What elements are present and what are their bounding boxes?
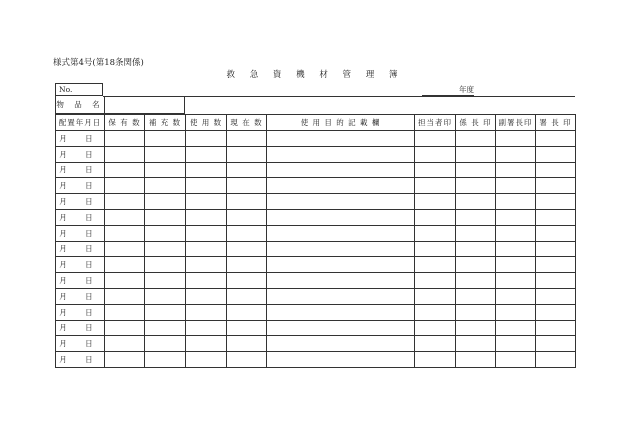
cell-current[interactable] <box>227 225 267 241</box>
cell-staff-seal[interactable] <box>415 131 456 147</box>
cell-usage-purpose[interactable] <box>267 194 415 210</box>
cell-current[interactable] <box>227 162 267 178</box>
cell-used[interactable] <box>186 146 227 162</box>
cell-deputy-seal[interactable] <box>496 225 536 241</box>
cell-usage-purpose[interactable] <box>267 336 415 352</box>
cell-deputy-seal[interactable] <box>496 162 536 178</box>
cell-deputy-seal[interactable] <box>496 320 536 336</box>
cell-holdings[interactable] <box>105 257 145 273</box>
cell-chief-seal[interactable] <box>456 225 496 241</box>
cell-replenished[interactable] <box>145 273 186 289</box>
cell-staff-seal[interactable] <box>415 146 456 162</box>
cell-replenished[interactable] <box>145 131 186 147</box>
table-row <box>56 336 576 352</box>
cell-current[interactable] <box>227 304 267 320</box>
cell-director-seal[interactable] <box>536 146 576 162</box>
table-row <box>56 194 576 210</box>
cell-director-seal[interactable] <box>536 257 576 273</box>
cell-used[interactable] <box>186 336 227 352</box>
table-row <box>56 304 576 320</box>
cell-usage-purpose[interactable] <box>267 304 415 320</box>
cell-chief-seal[interactable] <box>456 273 496 289</box>
cell-deputy-seal[interactable] <box>496 352 536 368</box>
cell-chief-seal[interactable] <box>456 162 496 178</box>
cell-deputy-seal[interactable] <box>496 146 536 162</box>
cell-replenished[interactable] <box>145 209 186 225</box>
table-row <box>56 131 576 147</box>
cell-chief-seal[interactable] <box>456 320 496 336</box>
cell-holdings[interactable] <box>105 178 145 194</box>
cell-used[interactable] <box>186 194 227 210</box>
col-header-director-seal: 署 長 印 <box>536 115 576 131</box>
no-field[interactable] <box>55 83 103 96</box>
cell-current[interactable] <box>227 352 267 368</box>
col-header-usage-purpose: 使 用 目 的 記 載 欄 <box>267 115 415 131</box>
table-row <box>56 288 576 304</box>
col-header-replenished: 補 充 数 <box>145 115 186 131</box>
cell-director-seal[interactable] <box>536 131 576 147</box>
cell-usage-purpose[interactable] <box>267 225 415 241</box>
cell-holdings[interactable] <box>105 225 145 241</box>
cell-usage-purpose[interactable] <box>267 288 415 304</box>
cell-staff-seal[interactable] <box>415 194 456 210</box>
cell-holdings[interactable] <box>105 146 145 162</box>
cell-placement-date[interactable]: 月 日 <box>56 194 105 210</box>
cell-staff-seal[interactable] <box>415 209 456 225</box>
cell-chief-seal[interactable] <box>456 257 496 273</box>
cell-director-seal[interactable] <box>536 304 576 320</box>
cell-usage-purpose[interactable] <box>267 257 415 273</box>
cell-placement-date[interactable]: 月 日 <box>56 288 105 304</box>
cell-director-seal[interactable] <box>536 336 576 352</box>
cell-director-seal[interactable] <box>536 225 576 241</box>
table-row <box>56 352 576 368</box>
cell-used[interactable] <box>186 352 227 368</box>
table-row <box>56 178 576 194</box>
col-header-chief-seal: 係 長 印 <box>456 115 496 131</box>
cell-placement-date[interactable]: 月 日 <box>56 178 105 194</box>
cell-placement-date[interactable]: 月 日 <box>56 304 105 320</box>
cell-current[interactable] <box>227 320 267 336</box>
cell-placement-date[interactable]: 月 日 <box>56 209 105 225</box>
cell-replenished[interactable] <box>145 225 186 241</box>
table-row <box>56 209 576 225</box>
cell-usage-purpose[interactable] <box>267 146 415 162</box>
cell-chief-seal[interactable] <box>456 209 496 225</box>
cell-current[interactable] <box>227 273 267 289</box>
cell-director-seal[interactable] <box>536 288 576 304</box>
col-header-staff-seal: 担当者印 <box>415 115 456 131</box>
cell-current[interactable] <box>227 241 267 257</box>
cell-placement-date[interactable]: 月 日 <box>56 162 105 178</box>
cell-deputy-seal[interactable] <box>496 257 536 273</box>
cell-placement-date[interactable]: 月 日 <box>56 352 105 368</box>
cell-used[interactable] <box>186 209 227 225</box>
cell-staff-seal[interactable] <box>415 162 456 178</box>
cell-director-seal[interactable] <box>536 320 576 336</box>
cell-current[interactable] <box>227 131 267 147</box>
cell-used[interactable] <box>186 273 227 289</box>
cell-chief-seal[interactable] <box>456 194 496 210</box>
cell-used[interactable] <box>186 178 227 194</box>
cell-staff-seal[interactable] <box>415 257 456 273</box>
cell-deputy-seal[interactable] <box>496 209 536 225</box>
table-row <box>56 146 576 162</box>
cell-usage-purpose[interactable] <box>267 352 415 368</box>
item-name-label: 物 品 名 <box>56 96 105 113</box>
cell-holdings[interactable] <box>105 131 145 147</box>
cell-staff-seal[interactable] <box>415 352 456 368</box>
cell-chief-seal[interactable] <box>456 304 496 320</box>
cell-deputy-seal[interactable] <box>496 178 536 194</box>
table-row <box>56 320 576 336</box>
cell-deputy-seal[interactable] <box>496 131 536 147</box>
cell-staff-seal[interactable] <box>415 320 456 336</box>
cell-director-seal[interactable] <box>536 178 576 194</box>
col-header-used: 使 用 数 <box>186 115 227 131</box>
cell-director-seal[interactable] <box>536 241 576 257</box>
cell-deputy-seal[interactable] <box>496 241 536 257</box>
cell-staff-seal[interactable] <box>415 273 456 289</box>
cell-holdings[interactable] <box>105 320 145 336</box>
cell-replenished[interactable] <box>145 304 186 320</box>
cell-chief-seal[interactable] <box>456 178 496 194</box>
cell-used[interactable] <box>186 241 227 257</box>
cell-current[interactable] <box>227 257 267 273</box>
cell-holdings[interactable] <box>105 209 145 225</box>
cell-used[interactable] <box>186 131 227 147</box>
cell-staff-seal[interactable] <box>415 241 456 257</box>
cell-used[interactable] <box>186 320 227 336</box>
table-row <box>56 162 576 178</box>
cell-chief-seal[interactable] <box>456 288 496 304</box>
cell-holdings[interactable] <box>105 336 145 352</box>
cell-staff-seal[interactable] <box>415 336 456 352</box>
cell-placement-date[interactable]: 月 日 <box>56 320 105 336</box>
cell-usage-purpose[interactable] <box>267 209 415 225</box>
cell-staff-seal[interactable] <box>415 304 456 320</box>
cell-holdings[interactable] <box>105 273 145 289</box>
cell-usage-purpose[interactable] <box>267 241 415 257</box>
cell-used[interactable] <box>186 257 227 273</box>
cell-used[interactable] <box>186 162 227 178</box>
cell-replenished[interactable] <box>145 162 186 178</box>
cell-director-seal[interactable] <box>536 209 576 225</box>
cell-used[interactable] <box>186 288 227 304</box>
cell-current[interactable] <box>227 209 267 225</box>
col-header-placement-date: 配置年月日 <box>56 115 105 131</box>
cell-placement-date[interactable]: 月 日 <box>56 241 105 257</box>
cell-replenished[interactable] <box>145 320 186 336</box>
cell-placement-date[interactable]: 月 日 <box>56 146 105 162</box>
table-header-row <box>56 115 576 131</box>
cell-staff-seal[interactable] <box>415 288 456 304</box>
cell-director-seal[interactable] <box>536 162 576 178</box>
form-number-label: 様式第4号(第18条関係) <box>53 58 144 68</box>
cell-current[interactable] <box>227 178 267 194</box>
table-row <box>56 241 576 257</box>
cell-replenished[interactable] <box>145 336 186 352</box>
cell-chief-seal[interactable] <box>456 352 496 368</box>
cell-placement-date[interactable]: 月 日 <box>56 131 105 147</box>
col-header-deputy-seal: 副署長印 <box>496 115 536 131</box>
cell-deputy-seal[interactable] <box>496 194 536 210</box>
cell-replenished[interactable] <box>145 241 186 257</box>
col-header-holdings: 保 有 数 <box>105 115 145 131</box>
cell-chief-seal[interactable] <box>456 146 496 162</box>
cell-holdings[interactable] <box>105 352 145 368</box>
table-row <box>56 273 576 289</box>
cell-chief-seal[interactable] <box>456 131 496 147</box>
cell-placement-date[interactable]: 月 日 <box>56 225 105 241</box>
col-header-current: 現 在 数 <box>227 115 267 131</box>
cell-director-seal[interactable] <box>536 194 576 210</box>
no-label: No. <box>59 85 73 94</box>
cell-current[interactable] <box>227 288 267 304</box>
table-row <box>56 225 576 241</box>
cell-usage-purpose[interactable] <box>267 320 415 336</box>
cell-director-seal[interactable] <box>536 273 576 289</box>
cell-staff-seal[interactable] <box>415 225 456 241</box>
cell-used[interactable] <box>186 304 227 320</box>
cell-holdings[interactable] <box>105 162 145 178</box>
cell-placement-date[interactable]: 月 日 <box>56 257 105 273</box>
cell-replenished[interactable] <box>145 178 186 194</box>
cell-staff-seal[interactable] <box>415 178 456 194</box>
item-name-field[interactable] <box>55 96 185 114</box>
cell-replenished[interactable] <box>145 352 186 368</box>
cell-deputy-seal[interactable] <box>496 273 536 289</box>
cell-usage-purpose[interactable] <box>267 178 415 194</box>
cell-usage-purpose[interactable] <box>267 131 415 147</box>
cell-director-seal[interactable] <box>536 352 576 368</box>
cell-deputy-seal[interactable] <box>496 336 536 352</box>
cell-current[interactable] <box>227 336 267 352</box>
cell-replenished[interactable] <box>145 257 186 273</box>
cell-placement-date[interactable]: 月 日 <box>56 273 105 289</box>
cell-deputy-seal[interactable] <box>496 288 536 304</box>
cell-usage-purpose[interactable] <box>267 273 415 289</box>
cell-current[interactable] <box>227 194 267 210</box>
form-title: 救 急 資 機 材 管 理 簿 <box>226 70 404 80</box>
cell-used[interactable] <box>186 225 227 241</box>
cell-current[interactable] <box>227 146 267 162</box>
cell-holdings[interactable] <box>105 304 145 320</box>
cell-deputy-seal[interactable] <box>496 304 536 320</box>
fiscal-year-field[interactable] <box>422 85 474 96</box>
cell-usage-purpose[interactable] <box>267 162 415 178</box>
fiscal-year-label: 年度 <box>459 85 474 94</box>
cell-chief-seal[interactable] <box>456 336 496 352</box>
cell-replenished[interactable] <box>145 288 186 304</box>
cell-holdings[interactable] <box>105 288 145 304</box>
equipment-ledger-table <box>55 114 576 368</box>
cell-replenished[interactable] <box>145 146 186 162</box>
cell-holdings[interactable] <box>105 241 145 257</box>
cell-holdings[interactable] <box>105 194 145 210</box>
cell-placement-date[interactable]: 月 日 <box>56 336 105 352</box>
cell-replenished[interactable] <box>145 194 186 210</box>
cell-chief-seal[interactable] <box>456 241 496 257</box>
table-row <box>56 257 576 273</box>
